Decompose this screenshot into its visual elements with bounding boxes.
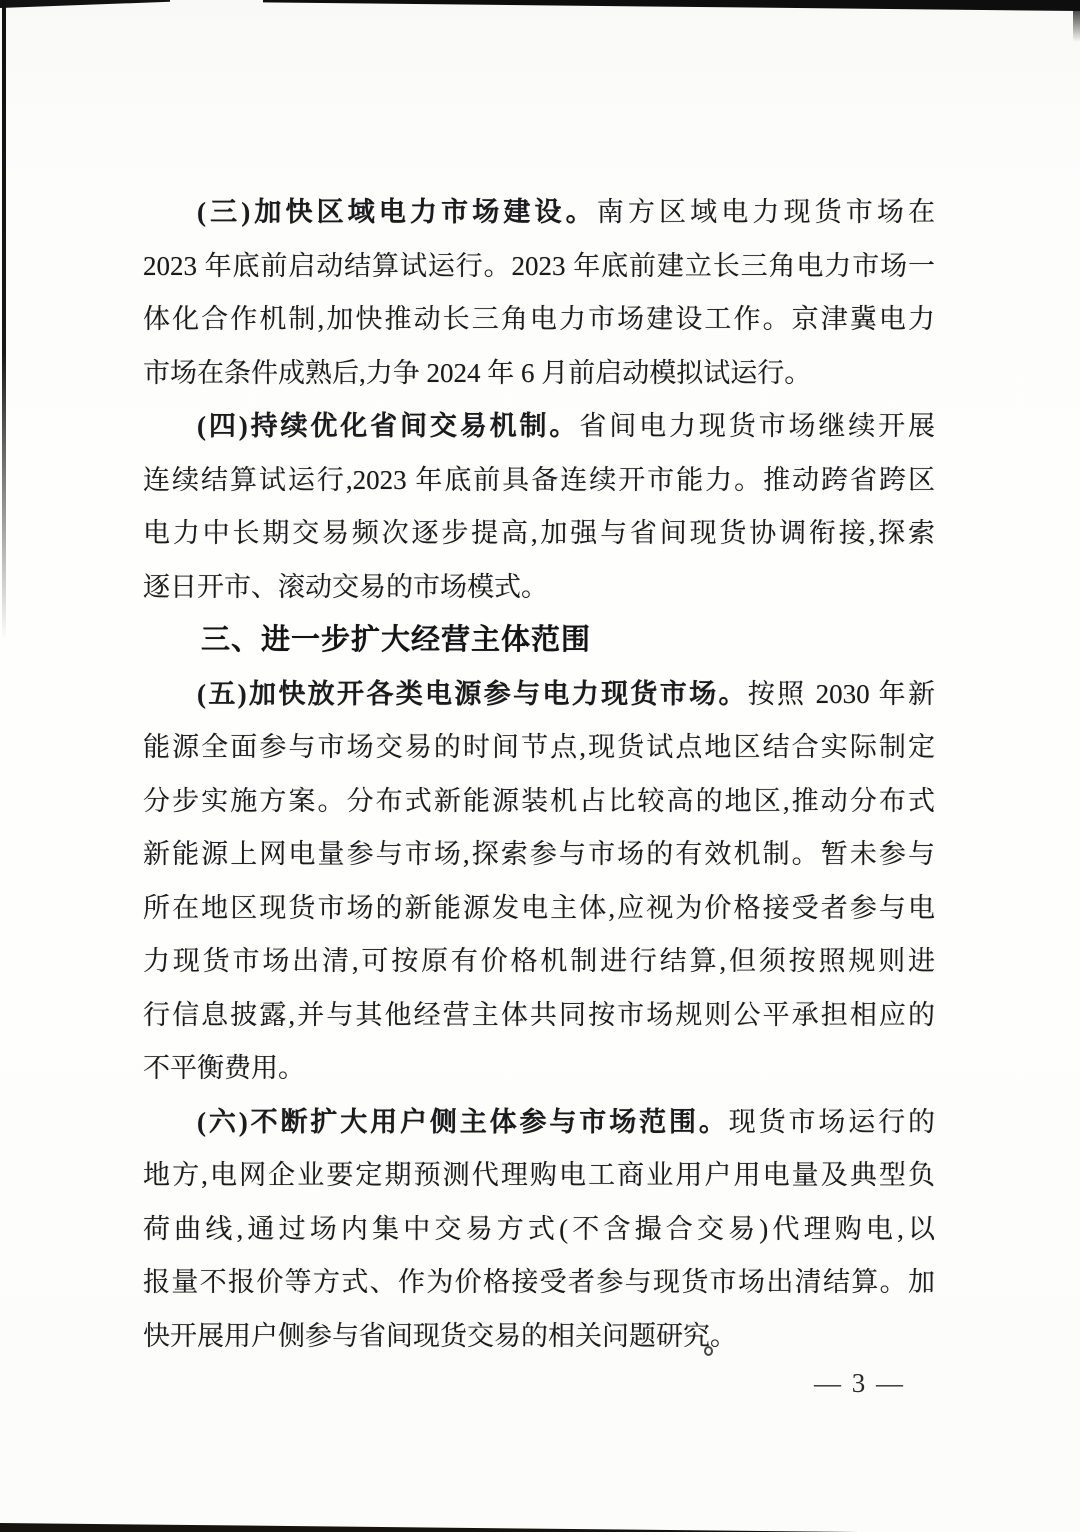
scan-edge-artifact-bottom: [0, 1523, 858, 1532]
doc-line: [143, 1096, 935, 1150]
doc-line: [143, 668, 935, 722]
doc-line: [143, 507, 935, 561]
paragraph-text: 按照 2030 年新: [747, 678, 935, 709]
paragraph-text: 地方,电网企业要定期预测代理购电工商业用户用电量及典型负: [143, 1160, 935, 1190]
paragraph-text: 分步实施方案。分布式新能源装机占比较高的地区,推动分布式: [143, 785, 935, 816]
paragraph-text: 新能源上网电量参与市场,探索参与市场的有效机制。暂未参与: [143, 839, 935, 869]
scan-edge-artifact-right: [1073, 0, 1080, 42]
paragraph-text: 快开展用户侧参与省间现货交易的相关问题研究。: [143, 1320, 737, 1351]
paragraph-lead: (三)加快区域电力市场建设。: [197, 197, 597, 227]
paragraph-text: 逐日开市、滚动交易的市场模式。: [143, 571, 548, 602]
paragraph-text: 力现货市场出清,可按原有价格机制进行结算,但须按照规则进: [143, 946, 935, 976]
doc-line: [143, 828, 935, 882]
paragraph-text: 不平衡费用。: [143, 1053, 305, 1083]
scan-edge-artifact-left: [2, 0, 6, 640]
doc-line: [143, 989, 935, 1043]
scan-edge-artifact-top-left: [0, 0, 170, 8]
doc-line: [143, 186, 935, 240]
paragraph-lead: (四)持续优化省间交易机制。: [197, 411, 580, 441]
doc-line: [143, 882, 935, 936]
paragraph-text: 现货市场运行的: [728, 1106, 936, 1137]
paragraph-text: 行信息披露,并与其他经营主体共同按市场规则公平承担相应的: [143, 999, 935, 1030]
doc-line: [143, 1256, 935, 1310]
section-heading: 三、进一步扩大经营主体范围: [201, 624, 592, 656]
paragraph-text: 体化合作机制,加快推动长三角电力市场建设工作。京津冀电力: [143, 304, 935, 334]
doc-line: [143, 1203, 935, 1257]
doc-line: [143, 1149, 935, 1203]
paragraph-text: 2023 年底前启动结算试运行。2023 年底前建立长三角电力市场一: [143, 250, 935, 281]
doc-line: [143, 347, 935, 401]
doc-line: [143, 240, 935, 294]
document-body: [143, 186, 935, 1363]
doc-line: [143, 454, 935, 508]
paragraph-text: 南方区域电力现货市场在: [596, 197, 936, 227]
doc-line: [143, 721, 935, 775]
page-number: — 3 —: [814, 1368, 905, 1398]
paragraph-text: 所在地区现货市场的新能源发电主体,应视为价格接受者参与电: [143, 892, 935, 923]
paragraph-text: 市场在条件成熟后,力争 2024 年 6 月前启动模拟试运行。: [143, 357, 812, 388]
doc-line: [143, 935, 935, 989]
doc-line: [143, 561, 935, 615]
doc-line: [143, 1042, 935, 1096]
doc-line: [143, 1310, 935, 1364]
paragraph-text: 电力中长期交易频次逐步提高,加强与省间现货协调衔接,探索: [143, 518, 935, 548]
paragraph-text: 能源全面参与市场交易的时间节点,现货试点地区结合实际制定: [143, 732, 935, 762]
doc-line: [143, 293, 935, 347]
paragraph-text: 荷曲线,通过场内集中交易方式(不含撮合交易)代理购电,以: [143, 1213, 935, 1244]
paragraph-text: 连续结算试运行,2023 年底前具备连续开市能力。推动跨省跨区: [143, 464, 935, 495]
doc-line: [143, 775, 935, 829]
doc-line: [143, 400, 935, 454]
paragraph-text: 省间电力现货市场继续开展: [579, 411, 935, 441]
paragraph-text: 报量不报价等方式、作为价格接受者参与现货市场出清结算。加: [143, 1267, 935, 1297]
paragraph-lead: (六)不断扩大用户侧主体参与市场范围。: [197, 1106, 729, 1137]
paragraph-lead: (五)加快放开各类电源参与电力现货市场。: [197, 678, 748, 709]
scan-edge-artifact-top-right: [263, 0, 1080, 11]
